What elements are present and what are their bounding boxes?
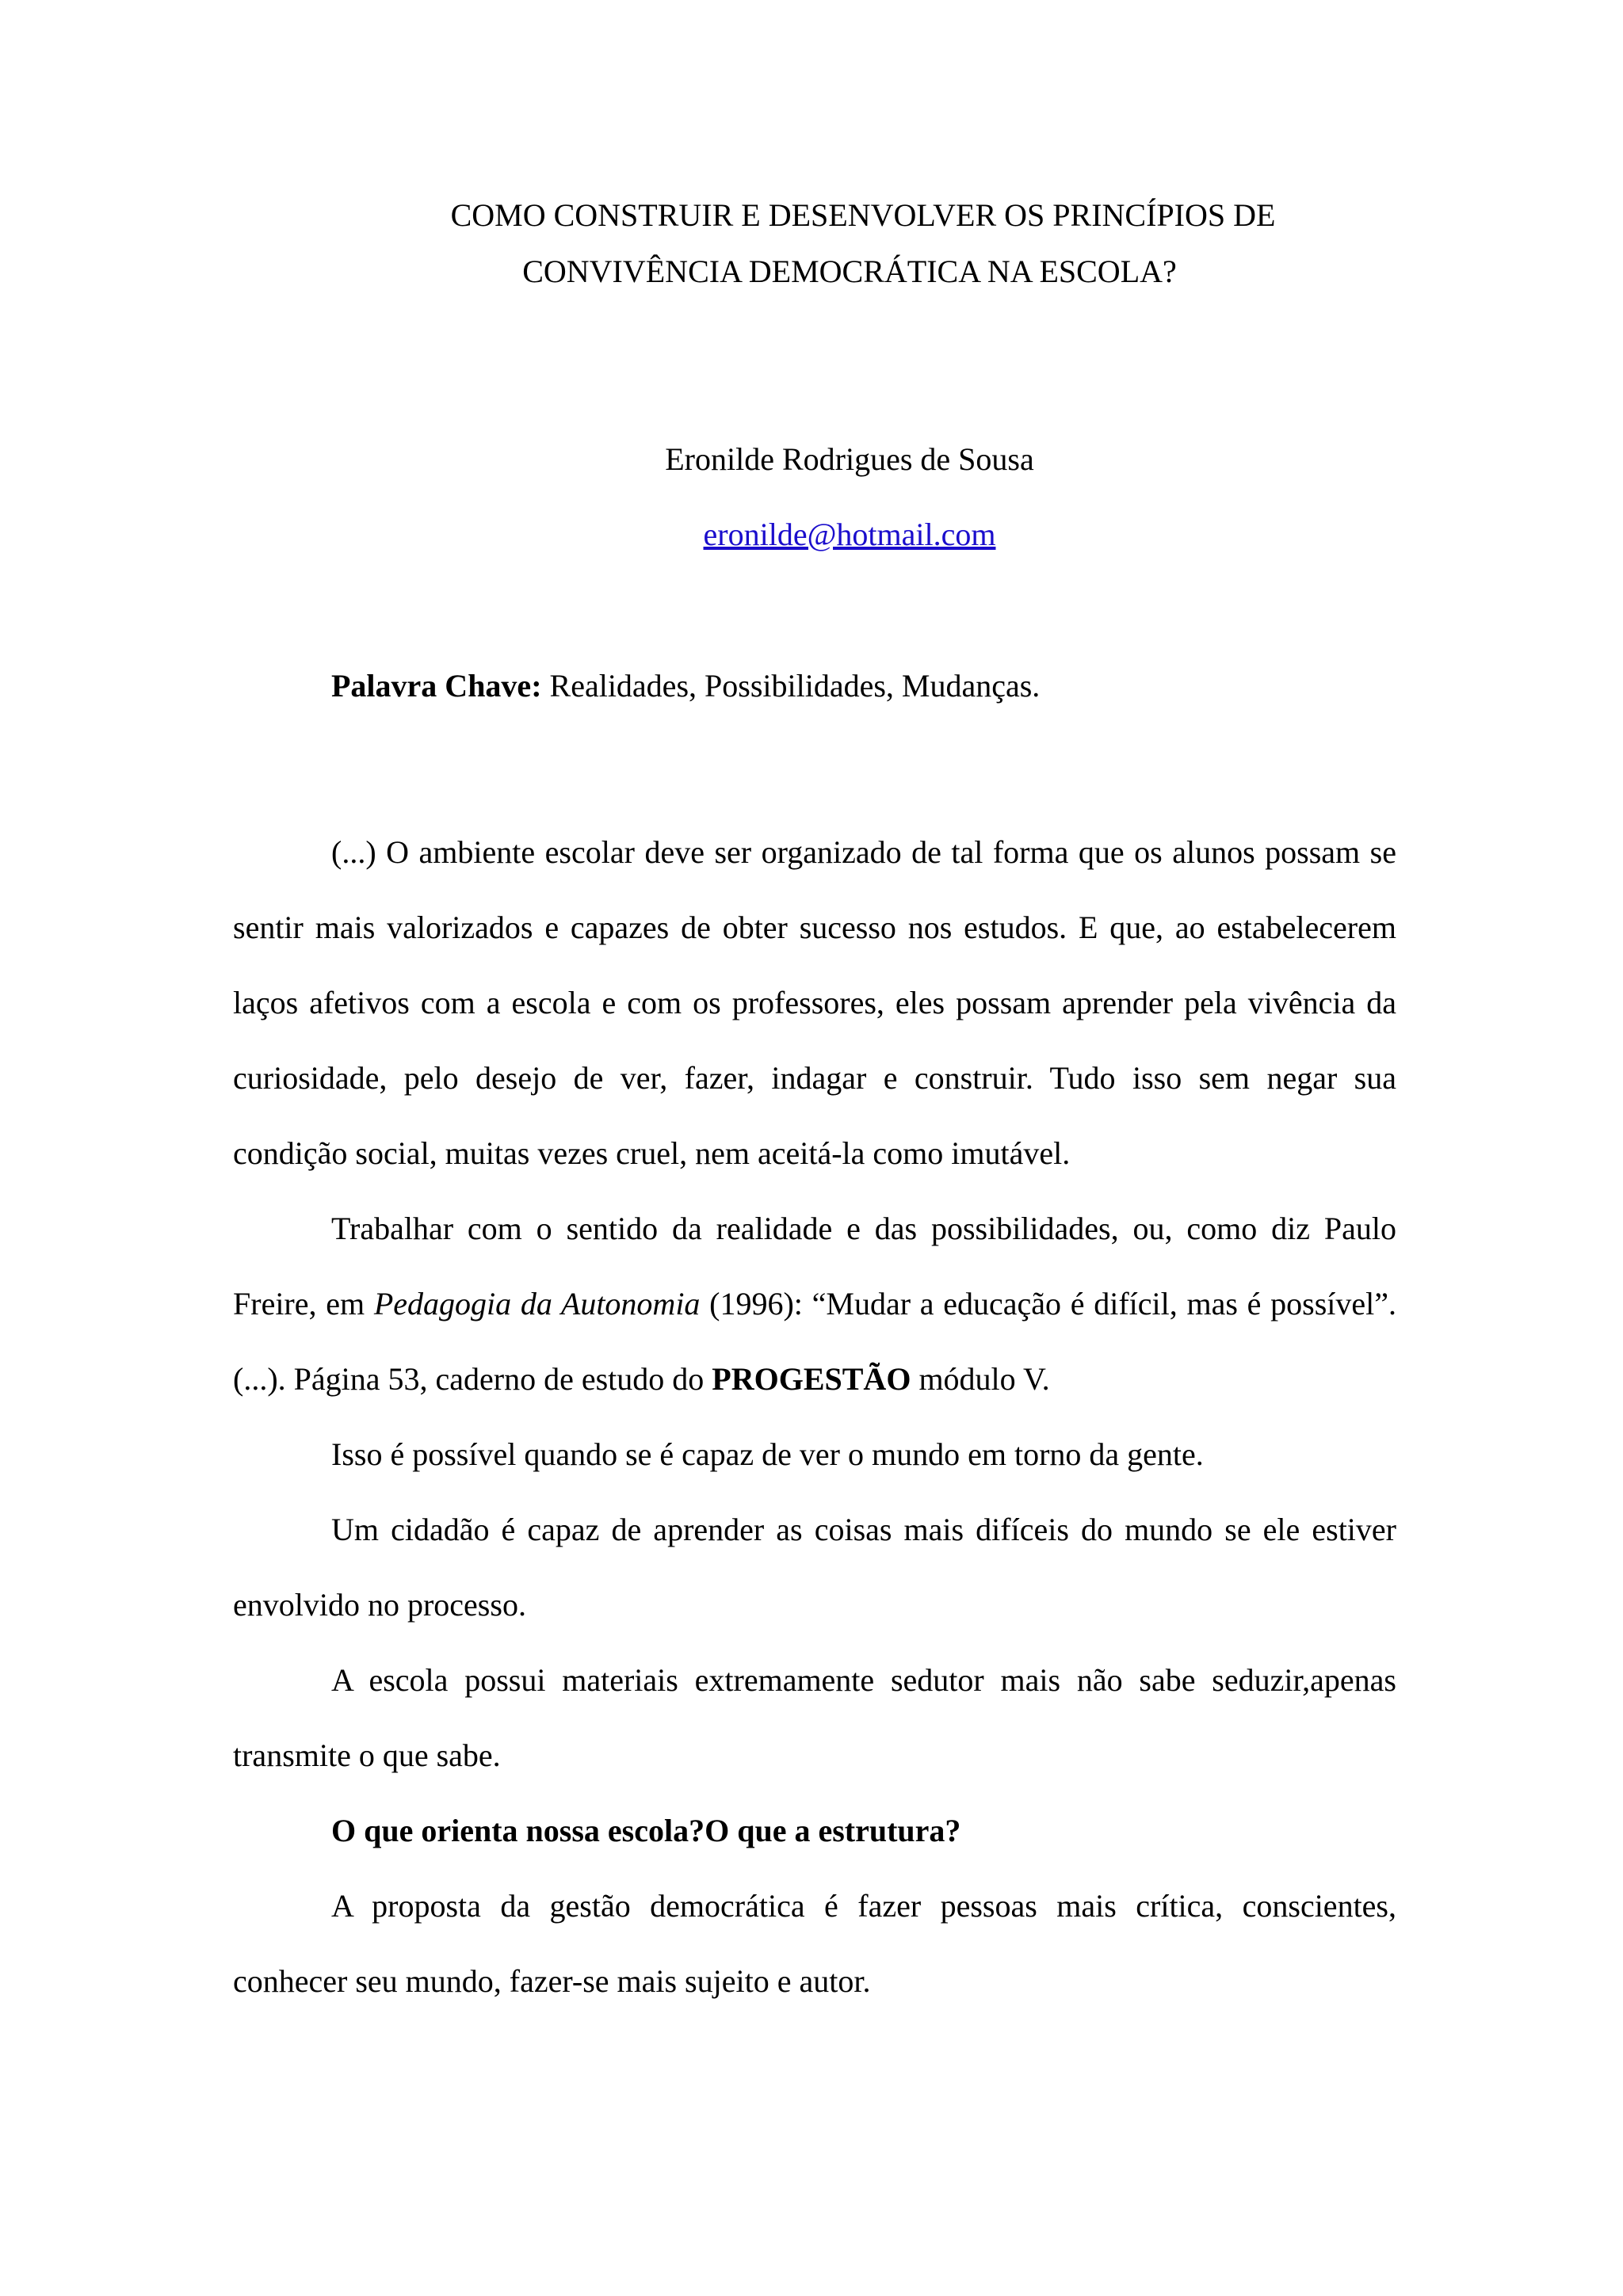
paragraph-2-text-c: módulo V.	[911, 1361, 1050, 1397]
keywords-value: Realidades, Possibilidades, Mudanças.	[541, 668, 1041, 704]
paragraph-2-text-a: Trabalhar com o sentido da realidade e das possibilidades, ou, como diz Paulo Freire, em	[233, 1211, 1396, 1322]
paragraph-3: Isso é possível quando se é capaz de ver o mundo em torno da gente.	[331, 1436, 1204, 1472]
keywords-label: Palavra Chave:	[331, 668, 542, 704]
paragraph-2-text-b: (1996): “Mudar a educação é difícil, mas é possível”. (...). Página 53, caderno de estudo do	[233, 1286, 1397, 1397]
paragraph-7: A proposta da gestão democrática é fazer pessoas mais crítica, conscientes, conhecer seu mundo, fazer-se mais sujeito e autor.	[233, 1888, 1396, 1999]
paragraph-5: A escola possui materiais extremamente sedutor mais não sabe seduzir,apenas transmite o que sabe.	[233, 1662, 1396, 1773]
author-email-line	[0, 513, 1623, 557]
progestao-term: PROGESTÃO	[712, 1361, 911, 1397]
paragraph-1: (...) O ambiente escolar deve ser organizado de tal forma que os alunos possam se sentir mais valorizados e capazes de obter sucesso nos estudos. E que, ao estabelecerem laços afetivos com a escola e com os professores, eles possam aprender pela vivência da curiosidade, pelo desejo de ver, fazer, indagar e construir. Tudo isso sem negar sua condição social, muitas vezes cruel, nem aceitá-la como imutável.	[233, 834, 1396, 1171]
book-title: Pedagogia da Autonomia	[373, 1286, 701, 1322]
document-title-line-2: CONVIVÊNCIA DEMOCRÁTICA NA ESCOLA?	[522, 254, 1177, 289]
keywords-line	[331, 664, 1040, 708]
section-heading: O que orienta nossa escola?O que a estrutura?	[331, 1813, 961, 1848]
paragraph-4: Um cidadão é capaz de aprender as coisas mais difíceis do mundo se ele estiver envolvido no processo.	[233, 1512, 1396, 1623]
author-name: Eronilde Rodrigues de Sousa	[665, 441, 1034, 477]
document-title-line-1: COMO CONSTRUIR E DESENVOLVER OS PRINCÍPIOS DE	[450, 197, 1276, 233]
author-email-link[interactable]: eronilde@hotmail.com	[703, 517, 996, 552]
paragraph-2	[233, 1191, 1396, 1417]
document-body	[233, 814, 1396, 2019]
